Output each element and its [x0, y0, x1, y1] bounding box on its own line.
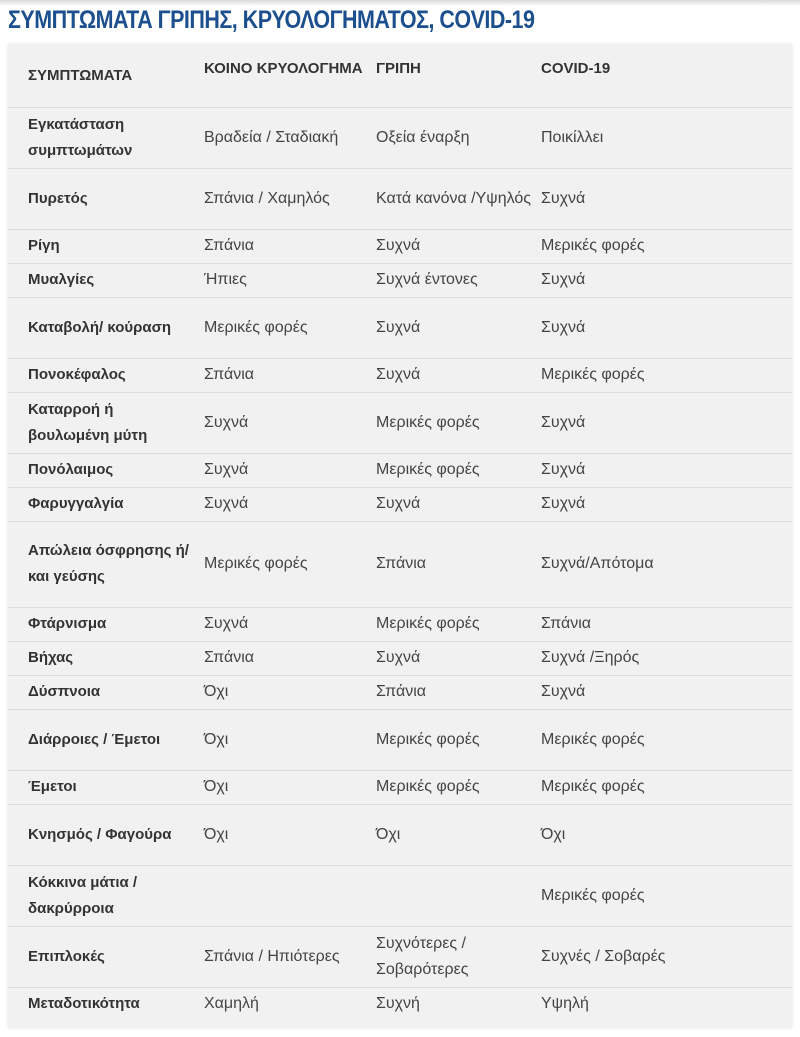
table-body: [8, 107, 792, 1021]
row-symptom-label: Καταβολή/ κούραση: [8, 297, 194, 358]
cell-common-cold: Μερικές φορές: [194, 521, 366, 607]
symptoms-comparison-table: [8, 44, 792, 1021]
table-row: [8, 521, 792, 607]
table-row: [8, 453, 792, 487]
table-row: [8, 263, 792, 297]
row-symptom-label: Μυαλγίες: [8, 263, 194, 297]
cell-covid: Μερικές φορές: [531, 229, 792, 263]
cell-common-cold: Συχνά: [194, 487, 366, 521]
row-symptom-label: Φτάρνισμα: [8, 607, 194, 641]
row-symptom-label: Εγκατάσταση συμπτωμάτων: [8, 107, 194, 168]
cell-flu: Οξεία έναρξη: [366, 107, 531, 168]
cell-flu: Μερικές φορές: [366, 453, 531, 487]
cell-common-cold: Σπάνια: [194, 358, 366, 392]
row-symptom-label: Πυρετός: [8, 168, 194, 229]
row-symptom-label: Επιπλοκές: [8, 926, 194, 987]
cell-common-cold: Μερικές φορές: [194, 297, 366, 358]
cell-common-cold: Σπάνια / Χαμηλός: [194, 168, 366, 229]
row-symptom-label: Πονοκέφαλος: [8, 358, 194, 392]
cell-flu: Συχνά: [366, 229, 531, 263]
table-row: [8, 865, 792, 926]
cell-flu: Σπάνια: [366, 521, 531, 607]
cell-covid: Μερικές φορές: [531, 358, 792, 392]
cell-covid: Υψηλή: [541, 995, 589, 1013]
row-symptom-label: Δύσπνοια: [8, 675, 194, 709]
cell-flu: Μερικές φορές: [366, 607, 531, 641]
cell-flu: Συχνά: [366, 641, 531, 675]
symptoms-table-container: [8, 44, 792, 1028]
table-row: [8, 107, 792, 168]
cell-covid: Συχνές / Σοβαρές: [531, 926, 792, 987]
table-row: [8, 987, 792, 1021]
cell-common-cold: Συχνά: [194, 453, 366, 487]
cell-flu: Κατά κανόνα /Υψηλός: [366, 168, 531, 229]
table-row: [8, 297, 792, 358]
cell-common-cold: Σπάνια: [194, 229, 366, 263]
cell-covid: Συχνά: [531, 487, 792, 521]
cell-flu: Σπάνια: [366, 675, 531, 709]
table-row: [8, 926, 792, 987]
row-symptom-label: Βήχας: [8, 641, 194, 675]
row-symptom-label: Έμετοι: [8, 770, 194, 804]
table-row: [8, 392, 792, 453]
table-row: [8, 487, 792, 521]
cell-flu: Συχνή: [376, 995, 420, 1013]
table-row: [8, 229, 792, 263]
cell-covid: Όχι: [531, 804, 792, 865]
cell-flu: Συχνά: [366, 297, 531, 358]
cell-common-cold: Όχι: [194, 675, 366, 709]
cell-common-cold: Συχνά: [194, 392, 366, 453]
row-symptom-label: Μεταδοτικότητα: [28, 995, 140, 1013]
row-symptom-label: Κνησμός / Φαγούρα: [8, 804, 194, 865]
row-symptom-label: Καταρροή ή βουλωμένη μύτη: [8, 392, 194, 453]
cell-common-cold: Όχι: [194, 770, 366, 804]
page-title: ΣΥΜΠΤΩΜΑΤΑ ΓΡΙΠΗΣ, ΚΡΥΟΛΟΓΗΜΑΤΟΣ, COVID-19: [8, 6, 535, 34]
cell-covid: Ποικίλλει: [531, 107, 792, 168]
cell-covid: Συχνά: [531, 297, 792, 358]
header-covid: COVID-19: [531, 44, 792, 107]
table-row: [8, 641, 792, 675]
row-symptom-label: Κόκκινα μάτια / δακρύρροια: [8, 865, 194, 926]
row-symptom-label: Πονόλαιμος: [8, 453, 194, 487]
row-symptom-label: Απώλεια όσφρησης ή/και γεύσης: [8, 521, 194, 607]
row-symptom-label: Διάρροιες / Έμετοι: [8, 709, 194, 770]
table-row: [8, 709, 792, 770]
header-common-cold: ΚΟΙΝΟ ΚΡΥΟΛΟΓΗΜΑ: [194, 44, 366, 107]
cell-flu: Συχνά: [366, 358, 531, 392]
table-row: [8, 675, 792, 709]
table-header-row: [8, 44, 792, 107]
cell-covid: Συχνά: [531, 675, 792, 709]
table-row: [8, 168, 792, 229]
cell-common-cold: Βραδεία / Σταδιακή: [194, 107, 366, 168]
cell-flu: Όχι: [366, 804, 531, 865]
cell-flu: Συχνότερες / Σοβαρότερες: [366, 926, 531, 987]
cell-flu: Συχνά έντονες: [366, 263, 531, 297]
table-row: [8, 358, 792, 392]
header-flu: ΓΡΙΠΗ: [366, 44, 531, 107]
cell-covid: Συχνά: [531, 392, 792, 453]
cell-covid: Σπάνια: [531, 607, 792, 641]
cell-common-cold: Χαμηλή: [204, 995, 259, 1013]
table-row: [8, 770, 792, 804]
cell-flu: Μερικές φορές: [366, 770, 531, 804]
table-row: [8, 804, 792, 865]
cell-covid: Συχνά: [531, 263, 792, 297]
table-row: [8, 607, 792, 641]
cell-common-cold: [194, 865, 366, 926]
cell-covid: Συχνά: [531, 168, 792, 229]
cell-common-cold: Όχι: [194, 804, 366, 865]
cell-common-cold: Συχνά: [194, 607, 366, 641]
cell-common-cold: Ήπιες: [194, 263, 366, 297]
cell-common-cold: Σπάνια / Ηπιότερες: [194, 926, 366, 987]
cell-common-cold: Σπάνια: [194, 641, 366, 675]
cell-covid: Συχνά/Απότομα: [531, 521, 792, 607]
cell-common-cold: Όχι: [194, 709, 366, 770]
cell-covid: Μερικές φορές: [531, 709, 792, 770]
cell-flu: [366, 865, 531, 926]
cell-flu: Συχνά: [366, 487, 531, 521]
cell-flu: Μερικές φορές: [366, 392, 531, 453]
cell-flu: Μερικές φορές: [366, 709, 531, 770]
cell-covid: Μερικές φορές: [531, 770, 792, 804]
cell-covid: Συχνά /Ξηρός: [531, 641, 792, 675]
row-symptom-label: Φαρυγγαλγία: [8, 487, 194, 521]
header-symptoms: ΣΥΜΠΤΩΜΑΤΑ: [8, 44, 194, 107]
cell-covid: Μερικές φορές: [531, 865, 792, 926]
row-symptom-label: Ρίγη: [8, 229, 194, 263]
cell-covid: Συχνά: [531, 453, 792, 487]
